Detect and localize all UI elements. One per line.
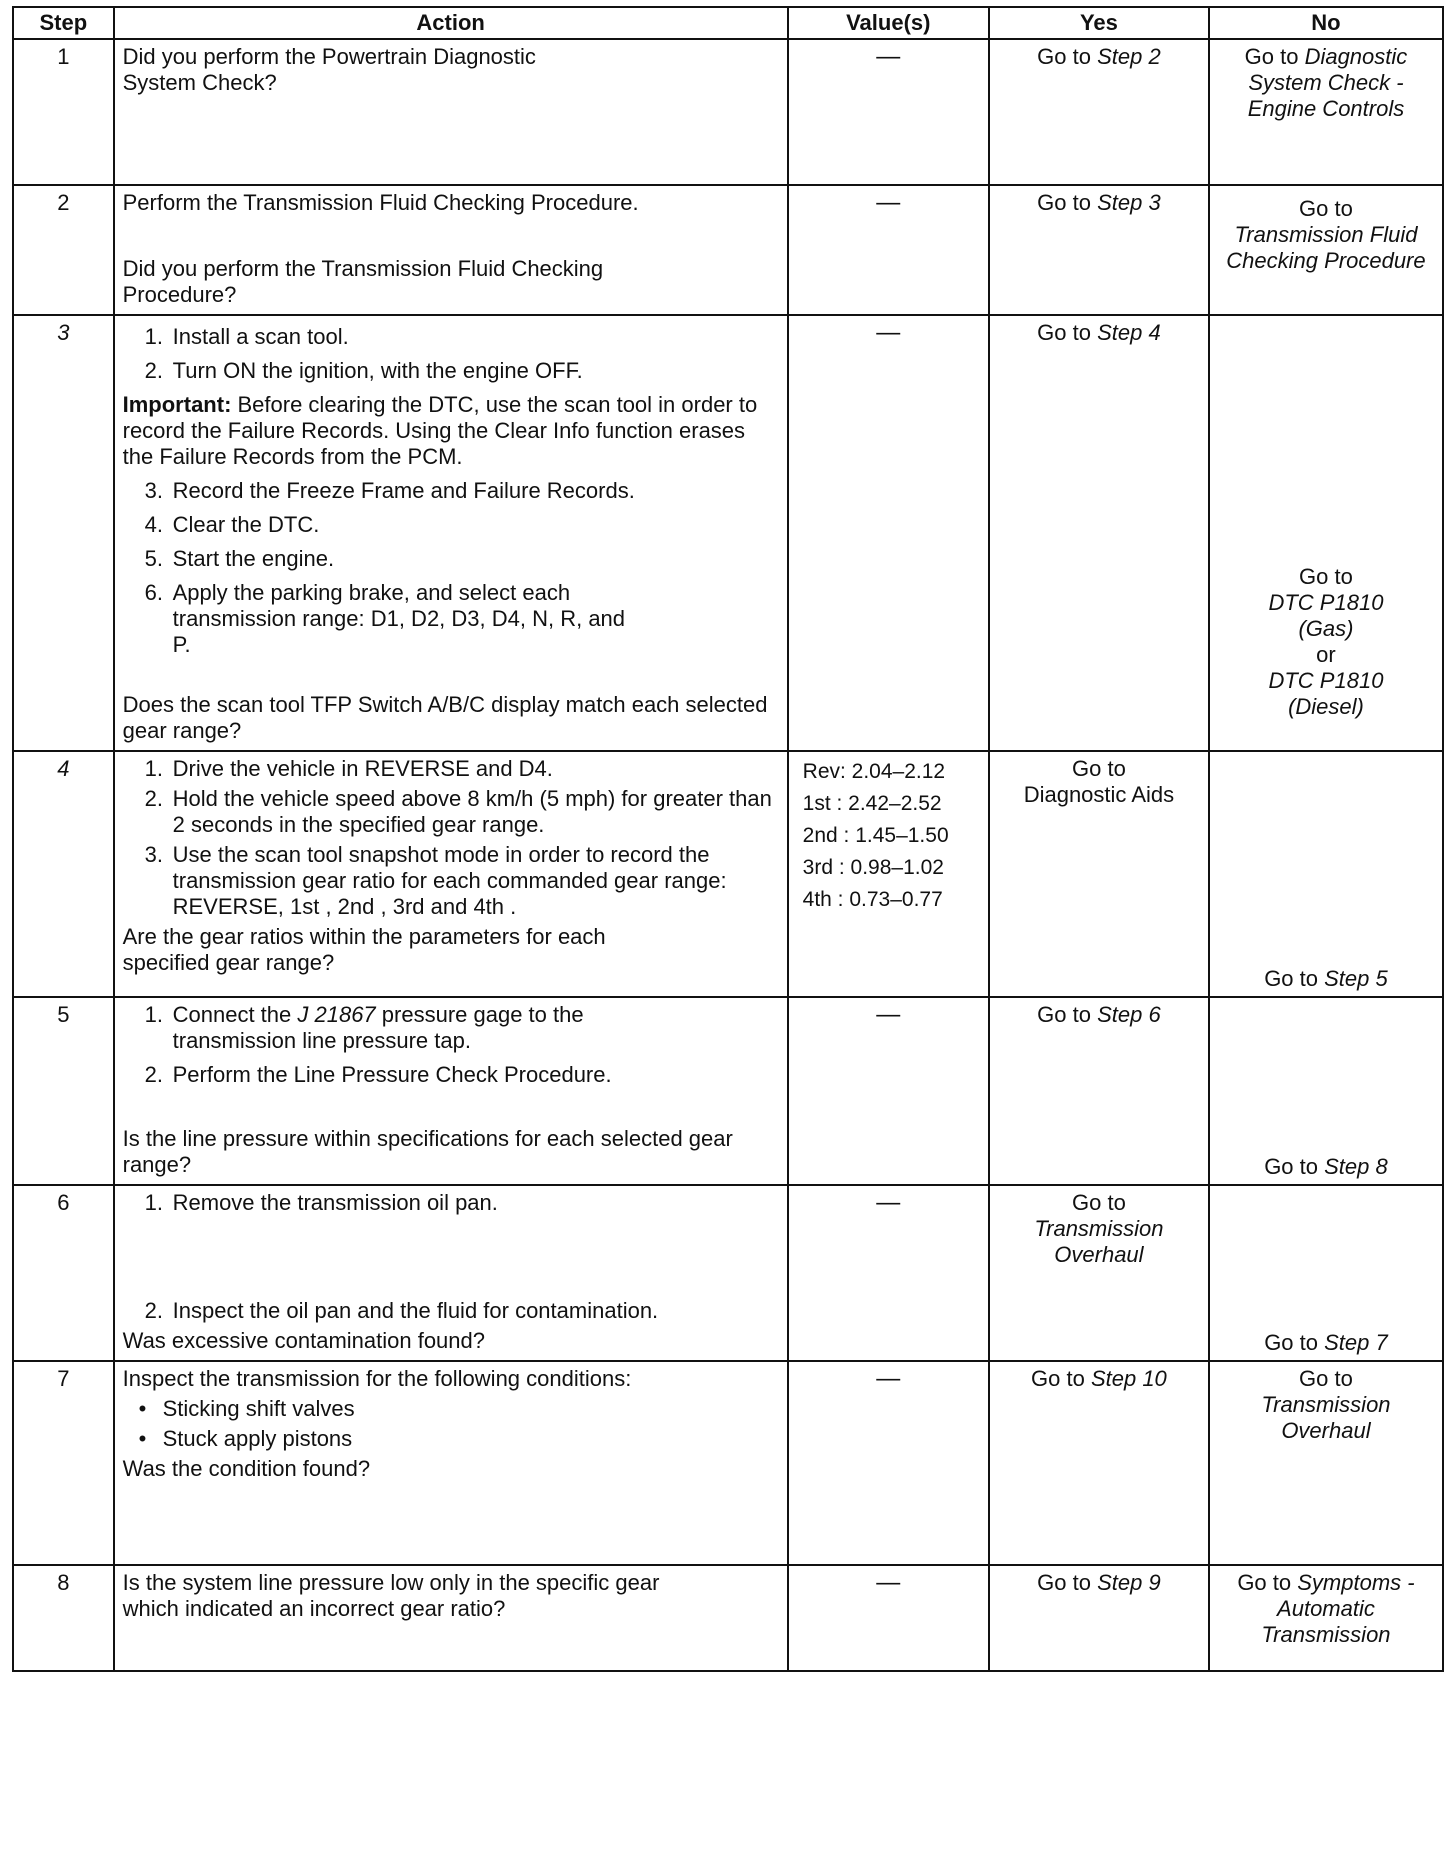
yes-link[interactable]: Step 6 [1097,1002,1161,1027]
yes-goto: Go to [1031,1366,1091,1391]
no-link[interactable]: Diagnostic System Check - Engine Controls [1247,44,1408,121]
step-number: 4 [13,751,114,997]
yes-cell [989,1361,1209,1565]
item-text: Start the engine. [172,546,335,571]
list-item [145,1002,779,1054]
item-text: Remove the transmission oil pan. [172,1190,498,1215]
list-item [145,842,779,920]
table-row [13,315,1443,751]
yes-cell [989,185,1209,315]
yes-cell [989,1565,1209,1671]
item-number: 3. [144,842,163,867]
yes-cell [989,997,1209,1185]
item-number: 6. [144,580,163,605]
yes-goto: Go to [1037,1002,1098,1027]
item-number: 1. [144,324,163,349]
action-question: Did you perform the Transmission Fluid Checking Procedure? [122,256,604,307]
important-text: Before clearing the DTC, use the scan tool in order to record the Failure Records. Using the Clear Info function erases the Failure Records from the PCM. [122,392,758,469]
action-cell [114,1185,788,1361]
important-label: Important: [122,392,232,417]
yes-cell [989,1185,1209,1361]
table-row [13,1361,1443,1565]
no-goto: Go to [1299,1366,1353,1391]
item-text: Drive the vehicle in REVERSE and D4. [172,756,553,781]
list-item [145,324,779,350]
step-number: 3 [13,315,114,751]
bullet-icon: • [138,1426,147,1451]
yes-link[interactable]: Step 4 [1097,320,1161,345]
table-row [13,1185,1443,1361]
no-link[interactable]: Step 7 [1324,1330,1388,1355]
no-cell [1209,185,1443,315]
ratio-3rd: 3rd : 0.98–1.02 [802,856,944,879]
step-number: 8 [13,1565,114,1671]
list-item [145,756,779,782]
yes-link[interactable]: Step 10 [1090,1366,1167,1391]
step-number: 5 [13,997,114,1185]
table-row [13,39,1443,185]
yes-goto: Go to [1037,320,1098,345]
item-text: Install a scan tool. [172,324,349,349]
important-note [123,392,779,470]
bullet-icon: • [138,1396,147,1421]
yes-goto: Go to [1037,190,1098,215]
item-number: 2. [144,1298,163,1323]
ratio-1st: 1st : 2.42–2.52 [802,792,942,815]
no-goto: Go to [1237,1570,1298,1595]
no-link-diesel-label: (Diesel) [1288,694,1364,719]
value-cell: — [788,315,989,751]
no-cell [1209,1185,1443,1361]
item-text: Apply the parking brake, and select each transmission range: D1, D2, D3, D4, N, R, and P. [172,580,626,657]
list-item [139,1426,779,1452]
action-cell [114,1565,788,1671]
yes-cell [989,315,1209,751]
list-item [145,1062,779,1088]
yes-link[interactable]: Step 9 [1097,1570,1161,1595]
yes-link[interactable]: Transmission Overhaul [1034,1216,1164,1267]
header-action: Action [114,7,788,39]
item-text: Perform the Line Pressure Check Procedure. [172,1062,612,1087]
value-cell: — [788,1185,989,1361]
action-cell [114,751,788,997]
yes-cell [989,39,1209,185]
action-question: Are the gear ratios within the parameters for each specified gear range? [122,924,606,975]
list-item [145,580,779,658]
header-yes: Yes [989,7,1209,39]
item-number: 1. [144,1190,163,1215]
value-cell: — [788,1565,989,1671]
item-text [173,1002,603,1054]
action-question: Was excessive contamination found? [122,1328,486,1353]
no-cell [1209,751,1443,997]
table-row [13,185,1443,315]
yes-goto: Go to [1072,1190,1126,1215]
header-values: Value(s) [788,7,989,39]
no-goto: Go to [1299,564,1353,589]
list-item [139,1396,779,1422]
item-text: Use the scan tool snapshot mode in order to record the transmission gear ratio for each commanded gear range: REVERSE, 1st , 2nd , 3rd and 4th . [172,842,727,919]
list-item [145,1190,779,1216]
header-row [13,7,1443,39]
no-link-dtc-diesel[interactable]: DTC P1810 [1268,668,1384,693]
tool-name: J 21867 [297,1002,376,1027]
ratio-2nd: 2nd : 1.45–1.50 [802,824,949,847]
list-item [145,512,779,538]
value-cell: — [788,39,989,185]
step-number: 1 [13,39,114,185]
no-link[interactable]: Transmission Overhaul [1261,1392,1391,1443]
no-cell [1209,39,1443,185]
header-step: Step [13,7,114,39]
no-cell [1209,315,1443,751]
list-item [145,478,779,504]
list-item [145,1298,779,1324]
action-question: Was the condition found? [122,1456,371,1481]
yes-link[interactable]: Diagnostic Aids [1023,782,1175,807]
yes-goto: Go to [1037,44,1098,69]
step-number: 6 [13,1185,114,1361]
no-cell [1209,1361,1443,1565]
header-no: No [1209,7,1443,39]
no-link[interactable]: Transmission Fluid Checking Procedure [1226,222,1426,273]
table-row [13,997,1443,1185]
action-question: Is the line pressure within specifications for each selected gear range? [122,1126,733,1177]
item-text-part: pressure gage to the transmission line pressure tap. [172,1002,584,1053]
action-question: Does the scan tool TFP Switch A/B/C display match each selected gear range? [122,692,768,743]
item-number: 2. [144,786,163,811]
item-number: 2. [144,1062,163,1087]
item-text: Stuck apply pistons [162,1426,353,1451]
action-cell [114,39,788,185]
item-number: 1. [144,1002,163,1027]
yes-goto: Go to [1072,756,1126,781]
yes-link[interactable]: Step 2 [1097,44,1161,69]
action-cell [114,315,788,751]
yes-link[interactable]: Step 3 [1097,190,1161,215]
no-or: or [1316,642,1336,667]
no-link-gas-label: (Gas) [1298,616,1354,641]
item-number: 3. [144,478,163,503]
no-cell [1209,1565,1443,1671]
item-number: 5. [144,546,163,571]
list-item [145,786,779,838]
value-cell: — [788,1361,989,1565]
item-text: Clear the DTC. [172,512,320,537]
value-cell: — [788,185,989,315]
action-text: Inspect the transmission for the following conditions: [122,1366,632,1391]
item-number: 1. [144,756,163,781]
value-cell [788,751,989,997]
value-cell: — [788,997,989,1185]
step-number: 7 [13,1361,114,1565]
item-number: 4. [144,512,163,537]
action-cell [114,997,788,1185]
table-row [13,751,1443,997]
ratio-rev: Rev: 2.04–2.12 [802,760,946,783]
action-cell [114,185,788,315]
no-goto: Go to [1264,966,1325,991]
no-goto: Go to [1264,1330,1325,1355]
item-text-part: Connect the [172,1002,298,1027]
list-item [145,358,779,384]
yes-cell [989,751,1209,997]
action-text: Did you perform the Powertrain Diagnostic System Check? [122,44,536,95]
item-text: Turn ON the ignition, with the engine OFF. [172,358,583,383]
item-text: Sticking shift valves [162,1396,355,1421]
action-cell [114,1361,788,1565]
item-text: Record the Freeze Frame and Failure Records. [172,478,635,503]
table-row [13,1565,1443,1671]
step-number: 2 [13,185,114,315]
action-text: Perform the Transmission Fluid Checking Procedure. [122,190,639,215]
item-text: Hold the vehicle speed above 8 km/h (5 mph) for greater than 2 seconds in the specified gear range. [172,786,772,837]
diagnostic-table [12,6,1444,1672]
yes-goto: Go to [1037,1570,1098,1595]
no-goto: Go to [1244,44,1305,69]
no-link[interactable]: Step 5 [1324,966,1388,991]
item-number: 2. [144,358,163,383]
no-goto: Go to [1264,1154,1325,1179]
ratio-4th: 4th : 0.73–0.77 [802,888,943,911]
no-link[interactable]: Symptoms - Automatic Transmission [1261,1570,1415,1647]
no-cell [1209,997,1443,1185]
list-item [145,546,779,572]
no-link[interactable]: Step 8 [1324,1154,1388,1179]
action-text: Is the system line pressure low only in the specific gear which indicated an incorrect gear ratio? [122,1570,660,1621]
no-link-dtc-gas[interactable]: DTC P1810 [1268,590,1384,615]
item-text: Inspect the oil pan and the fluid for contamination. [172,1298,659,1323]
no-goto: Go to [1299,196,1353,221]
